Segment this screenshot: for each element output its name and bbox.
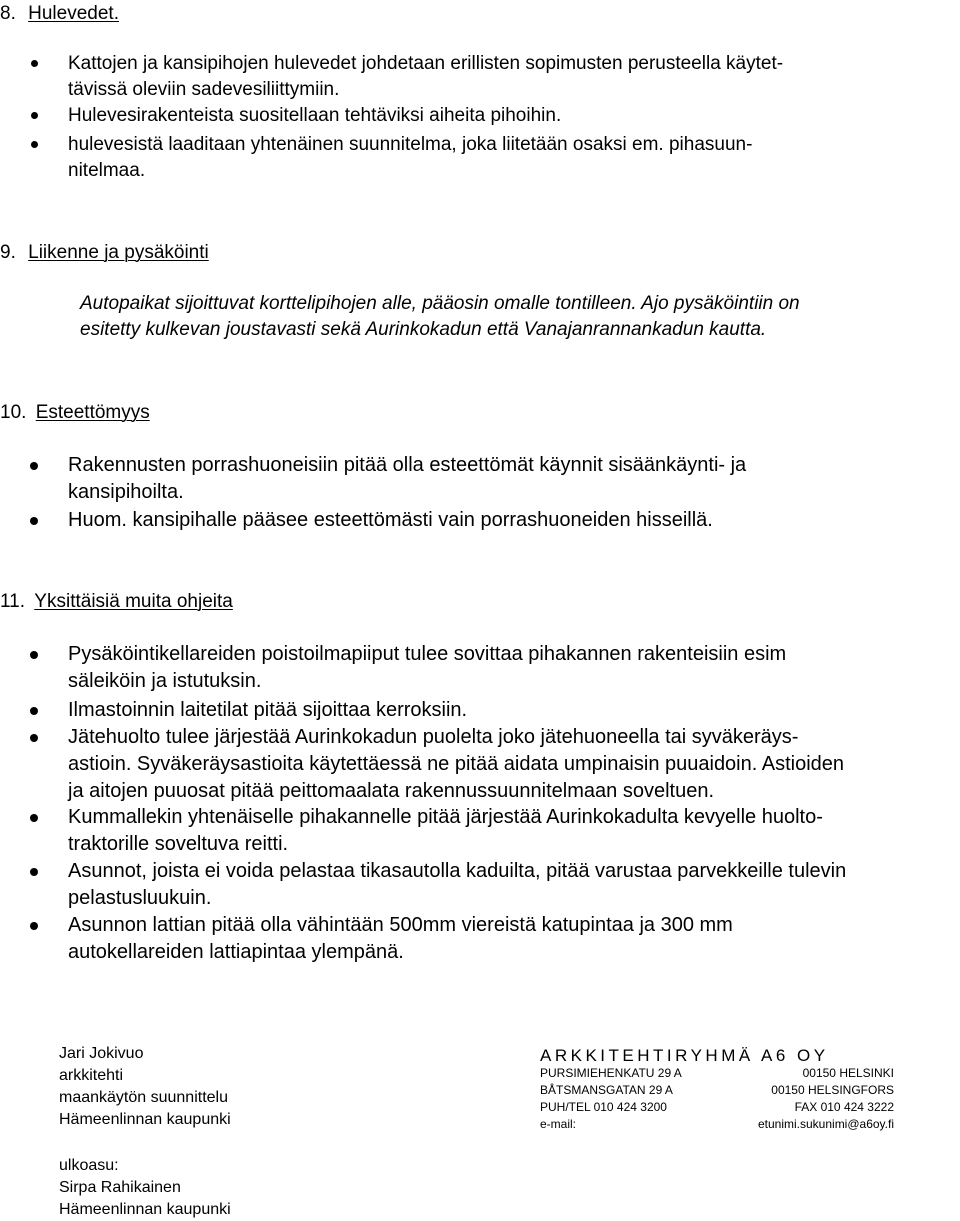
section-10-heading xyxy=(0,402,150,424)
list-item-line: Asunnon lattian pitää olla vähintään 500mm viereistä katupintaa ja 300 mm xyxy=(68,914,733,936)
list-item-line: säleiköin ja istutuksin. xyxy=(68,670,262,692)
list-item-line: Huom. kansipihalle pääsee esteettömästi vain porrashuoneiden hisseillä. xyxy=(68,509,713,531)
firm-phone: PUH/TEL 010 424 3200 xyxy=(540,1100,667,1114)
bullet-icon xyxy=(30,707,38,715)
section-11-number: 11. xyxy=(0,591,26,612)
list-item-line: Asunnot, joista ei voida pelastaa tikasautolla kaduilta, pitää varustaa parvekkeille tulevin xyxy=(68,860,847,882)
section-11-heading xyxy=(0,591,233,613)
exterior-label: ulkoasu: xyxy=(59,1157,119,1174)
author-role: maankäytön suunnittelu xyxy=(59,1089,228,1106)
section-9-number: 9. xyxy=(0,242,16,263)
firm-email: etunimi.sukunimi@a6oy.fi xyxy=(757,1117,894,1131)
list-item-line: Rakennusten porrashuoneisiin pitää olla esteettömät käynnit sisäänkäynti- ja xyxy=(68,454,747,476)
paragraph-line: esitetty kulkevan joustavasti sekä Aurinkokadun että Vanajanrannankadun kautta. xyxy=(80,319,767,340)
list-item-line: traktorille soveltuva reitti. xyxy=(68,833,289,855)
bullet-icon xyxy=(30,517,38,525)
exterior-name: Sirpa Rahikainen xyxy=(59,1179,181,1196)
author-name: Jari Jokivuo xyxy=(59,1045,144,1062)
list-item-line: nitelmaa. xyxy=(68,160,146,181)
section-8-title: Hulevedet. xyxy=(28,3,119,24)
list-item-line: astioin. Syväkeräysastioita käytettäessä ne pitää aidata umpinaisin puuaidoin. Astioiden xyxy=(68,753,845,775)
firm-address-sv: BÅTSMANSGATAN 29 A xyxy=(540,1083,673,1097)
list-item-line: autokellareiden lattiapintaa ylempänä. xyxy=(68,941,404,963)
bullet-icon xyxy=(31,141,38,148)
firm-fax: FAX 010 424 3222 xyxy=(794,1100,894,1114)
list-item-line: Jätehuolto tulee järjestää Aurinkokadun puolelta joko jätehuoneella tai syväkeräys- xyxy=(68,726,799,748)
bullet-icon xyxy=(31,60,38,67)
bullet-icon xyxy=(30,734,38,742)
bullet-icon xyxy=(30,814,38,822)
section-9-paragraph xyxy=(80,291,800,343)
section-8-number: 8. xyxy=(0,3,16,24)
exterior-block xyxy=(59,1155,231,1221)
bullet-icon xyxy=(30,462,38,470)
list-item-line: Ilmastoinnin laitetilat pitää sijoittaa kerroksiin. xyxy=(68,699,468,721)
bullet-icon xyxy=(30,922,38,930)
section-10-title: Esteettömyys xyxy=(35,402,150,423)
firm-email-label: e-mail: xyxy=(540,1117,577,1131)
firm-name: ARKKITEHTIRYHMÄ A6 OY xyxy=(540,1046,829,1065)
paragraph-line: Autopaikat sijoittuvat korttelipihojen alle, pääosin omalle tontilleen. Ajo pysäköintiin on xyxy=(80,293,800,314)
bullet-icon xyxy=(30,651,38,659)
section-11-title: Yksittäisiä muita ohjeita xyxy=(34,591,233,612)
section-9-heading xyxy=(0,242,209,264)
author-title: arkkitehti xyxy=(59,1067,124,1084)
list-item-line: hulevesistä laaditaan yhtenäinen suunnitelma, joka liitetään osaksi em. pihasuun- xyxy=(68,134,753,155)
list-item-line: pelastusluukuin. xyxy=(68,887,212,909)
list-item-line: Kummallekin yhtenäiselle pihakannelle pitää järjestää Aurinkokadulta kevyelle huolto- xyxy=(68,806,823,828)
section-9-title: Liikenne ja pysäköinti xyxy=(28,242,209,263)
firm-city-fi: 00150 HELSINKI xyxy=(802,1066,894,1080)
firm-address-fi: PURSIMIEHENKATU 29 A xyxy=(540,1066,682,1080)
list-item-line: Kattojen ja kansipihojen hulevedet johdetaan erillisten sopimusten perusteella käytet- xyxy=(68,53,784,74)
bullet-icon xyxy=(31,112,38,119)
author-block xyxy=(59,1043,231,1131)
exterior-organization: Hämeenlinnan kaupunki xyxy=(59,1201,231,1218)
author-organization: Hämeenlinnan kaupunki xyxy=(59,1111,231,1128)
list-item-line: kansipihoilta. xyxy=(68,481,184,503)
list-item-line: tävissä oleviin sadevesiliittymiin. xyxy=(68,79,340,100)
list-item-line: ja aitojen puuosat pitää peittomaalata rakennussuunnitelmaan soveltuen. xyxy=(68,780,714,802)
list-item-line: Hulevesirakenteista suositellaan tehtäviksi aiheita pihoihin. xyxy=(68,105,562,126)
list-item-line: Pysäköintikellareiden poistoilmapiiput tulee sovittaa pihakannen rakenteisiin esim xyxy=(68,643,787,665)
bullet-icon xyxy=(30,868,38,876)
firm-city-sv: 00150 HELSINGFORS xyxy=(771,1083,894,1097)
section-8-heading xyxy=(0,3,119,25)
section-10-number: 10. xyxy=(0,402,27,423)
